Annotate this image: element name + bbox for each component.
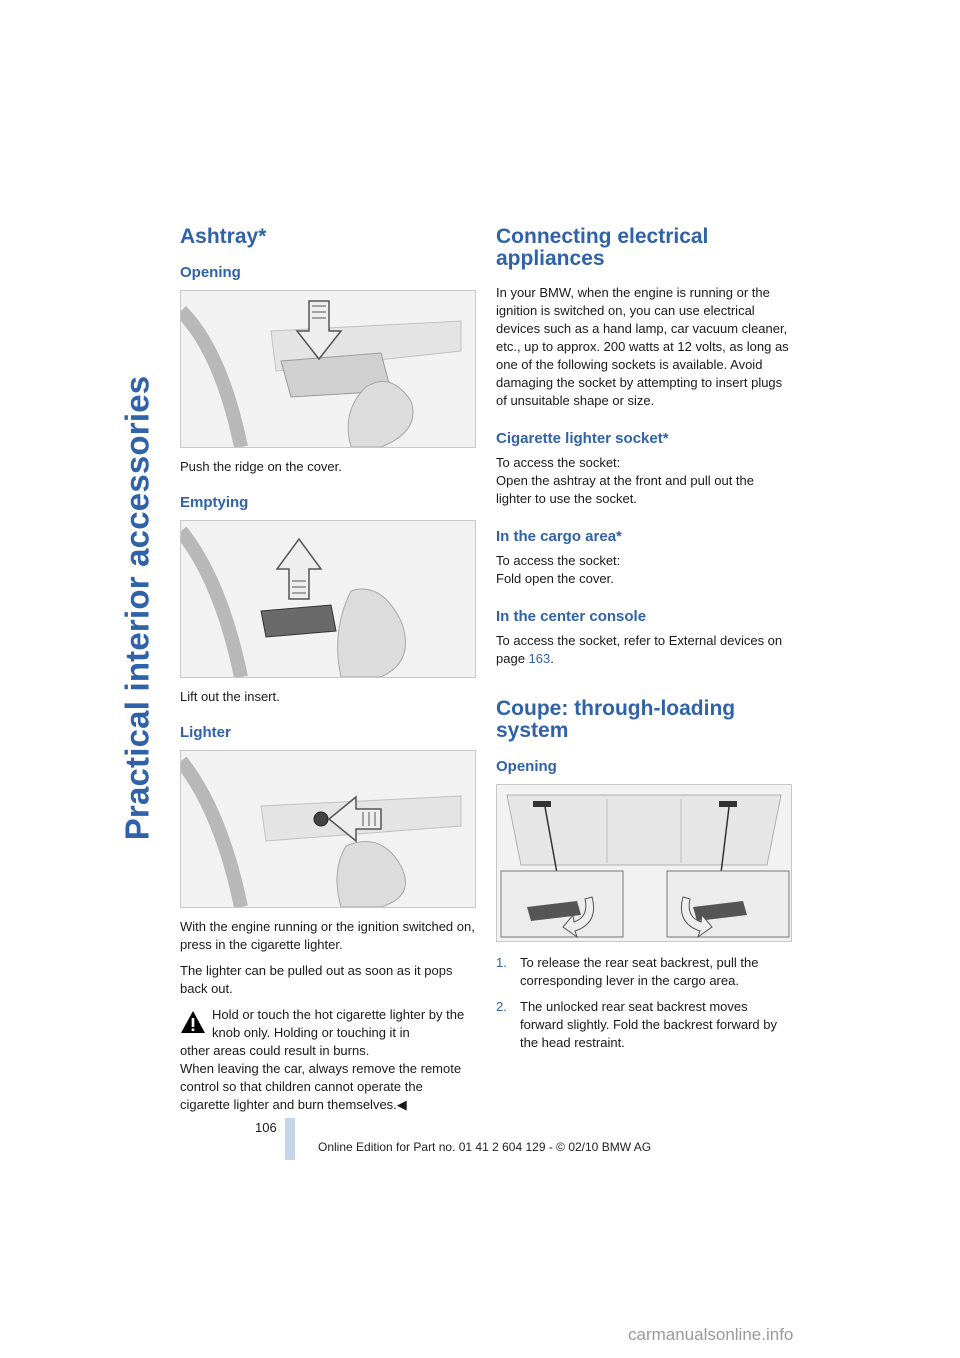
warning-text-3: When leaving the car, always remove the remote control so that children cannot operate the cigarette lighter and burn themselves.◀ [180,1061,462,1112]
coupe-title: Coupe: through-loading system [496,697,736,742]
opening-text: Push the ridge on the cover. [180,459,342,474]
connecting-text: In your BMW, when the engine is running or the ignition is switched on, you can use electrical devices such as a hand lamp, car vacuum cleaner, etc., up to approx. 200 watts at 12 volts, as long as one of the following sockets is available. Avoid damaging the socket by attempting to insert plugs of unsuitable shape or size. [496,285,789,408]
steps-list [496,954,791,1052]
lighter-illustration [180,750,476,908]
edition-footer: Online Edition for Part no. 01 41 2 604 129 - © 02/10 BMW AG [318,1140,652,1154]
side-chapter-title [112,228,162,988]
cargo-heading: In the cargo area* [496,528,622,545]
step-number: 1. [496,955,507,970]
cig-socket-text-1: To access the socket: [496,455,621,470]
watermark: carmanualsonline.info [628,1325,794,1344]
console-text-end: . [550,651,554,666]
page-number: 106 [255,1120,277,1135]
lighter-text-2: The lighter can be pulled out as soon as it pops back out. [180,963,453,996]
lighter-heading: Lighter [180,724,231,741]
warning-text-2: other areas could result in burns. [180,1043,370,1058]
ashtray-opening-illustration [180,290,476,448]
ashtray-emptying-illustration [180,520,476,678]
step-number: 2. [496,999,507,1014]
warning-box [180,1006,475,1114]
lighter-text-1: With the engine running or the ignition switched on, press in the cigarette lighter. [180,919,475,952]
connecting-title: Connecting electrical appliances [496,225,709,270]
through-loading-illustration [496,784,792,942]
left-column [180,226,475,1114]
warning-text-1: Hold or touch the hot cigarette lighter by the knob only. Holding or touching it in [212,1007,465,1040]
step-text: To release the rear seat backrest, pull the corresponding lever in the cargo area. [520,955,759,988]
right-column [496,226,791,1060]
footer-accent-bar [285,1118,295,1160]
coupe-opening-heading: Opening [496,758,557,775]
step-item [496,998,791,1052]
console-text-body: To access the socket, refer to External devices on page [496,633,783,666]
cargo-text-2: Fold open the cover. [496,571,614,586]
console-heading: In the center console [496,608,647,625]
console-text [496,632,791,668]
emptying-text: Lift out the insert. [180,689,280,704]
step-text: The unlocked rear seat backrest moves forward slightly. Fold the backrest forward by the head restraint. [520,999,777,1050]
cig-socket-text-2: Open the ashtray at the front and pull out the lighter to use the socket. [496,473,755,506]
page-link-163[interactable]: 163 [528,651,551,666]
warning-triangle-icon [180,1010,206,1034]
side-chapter-title-text: Practical interior accessories [118,375,156,841]
cig-socket-heading: Cigarette lighter socket* [496,430,669,447]
cargo-text-1: To access the socket: [496,553,621,568]
emptying-heading: Emptying [180,494,249,511]
opening-heading: Opening [180,264,241,281]
step-item [496,954,791,990]
ashtray-title: Ashtray* [180,225,267,248]
